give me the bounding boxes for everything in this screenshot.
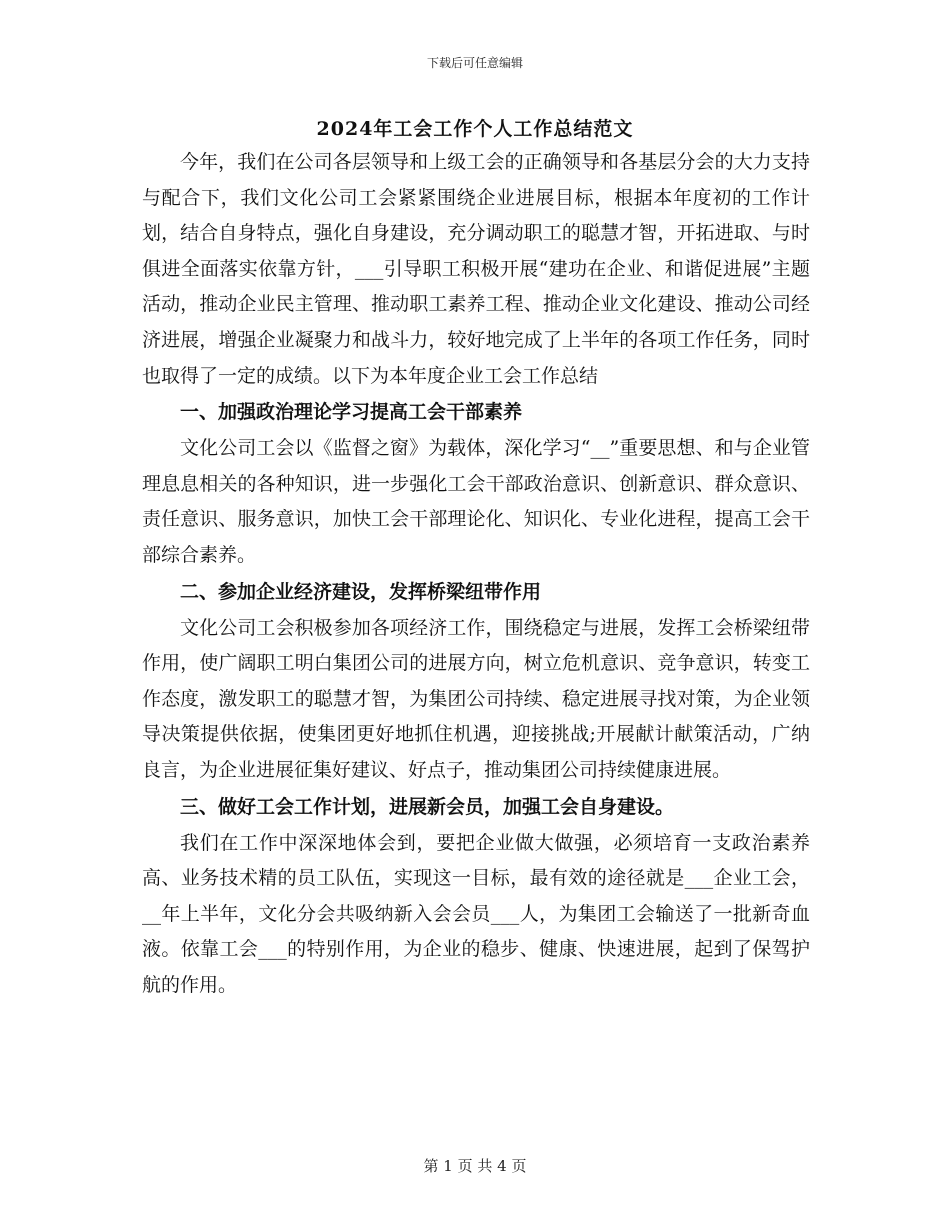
document-title: 2024年工会工作个人工作总结范文 <box>316 118 634 140</box>
section-heading-1: 一、加强政治理论学习提高工会干部素养 <box>180 401 523 424</box>
section-heading-2: 二、参加企业经济建设，发挥桥梁纽带作用 <box>180 580 542 603</box>
page-number-footer: 第 1 页 共 4 页 <box>423 1157 527 1175</box>
document-body <box>142 145 810 1003</box>
section-body-3: 我们在工作中深深地体会到，要把企业做大做强，必须培育一支政治素养高、业务技术精的员工队伍，实现这一目标，最有效的途径就是___企业工会，__年上半年，文化分会共吸纳新入会会员___人，为集团工会输送了一批新奇血液。依靠工会___的特别作用，为企业的稳步、健康、快速进展，起到了保驾护航的作用。 <box>142 831 810 996</box>
section-body-1: 文化公司工会以《监督之窗》为载体，深化学习“__”重要思想、和与企业管理息息相关的各种知识，进一步强化工会干部政治意识、创新意识、群众意识、责任意识、服务意识，加快工会干部理论化、知识化、专业化进程，提高工会干部综合素养。 <box>142 437 810 566</box>
header-note: 下载后可任意编辑 <box>426 56 523 70</box>
section-body-2: 文化公司工会积极参加各项经济工作，围绕稳定与进展，发挥工会桥梁纽带作用，使广阔职工明白集团公司的进展方向，树立危机意识、竞争意识，转变工作态度，激发职工的聪慧才智，为集团公司持续、稳定进展寻找对策，为企业领导决策提供依据，使集团更好地抓住机遇，迎接挑战;开展献计献策活动，广纳良言，为企业进展征集好建议、好点子，推动集团公司持续健康进展。 <box>142 616 810 781</box>
intro-paragraph: 今年，我们在公司各层领导和上级工会的正确领导和各基层分会的大力支持与配合下，我们文化公司工会紧紧围绕企业进展目标，根据本年度初的工作计划，结合自身特点，强化自身建设，充分调动职工的聪慧才智，开拓进取、与时俱进全面落实依靠方针，___引导职工积极开展“建功在企业、和谐促进展”主题活动，推动企业民主管理、推动职工素养工程、推动企业文化建设、推动公司经济进展，增强企业凝聚力和战斗力，较好地完成了上半年的各项工作任务，同时也取得了一定的成绩。以下为本年度企业工会工作总结 <box>142 151 810 387</box>
section-heading-3: 三、做好工会工作计划，进展新会员，加强工会自身建设。 <box>180 795 675 818</box>
